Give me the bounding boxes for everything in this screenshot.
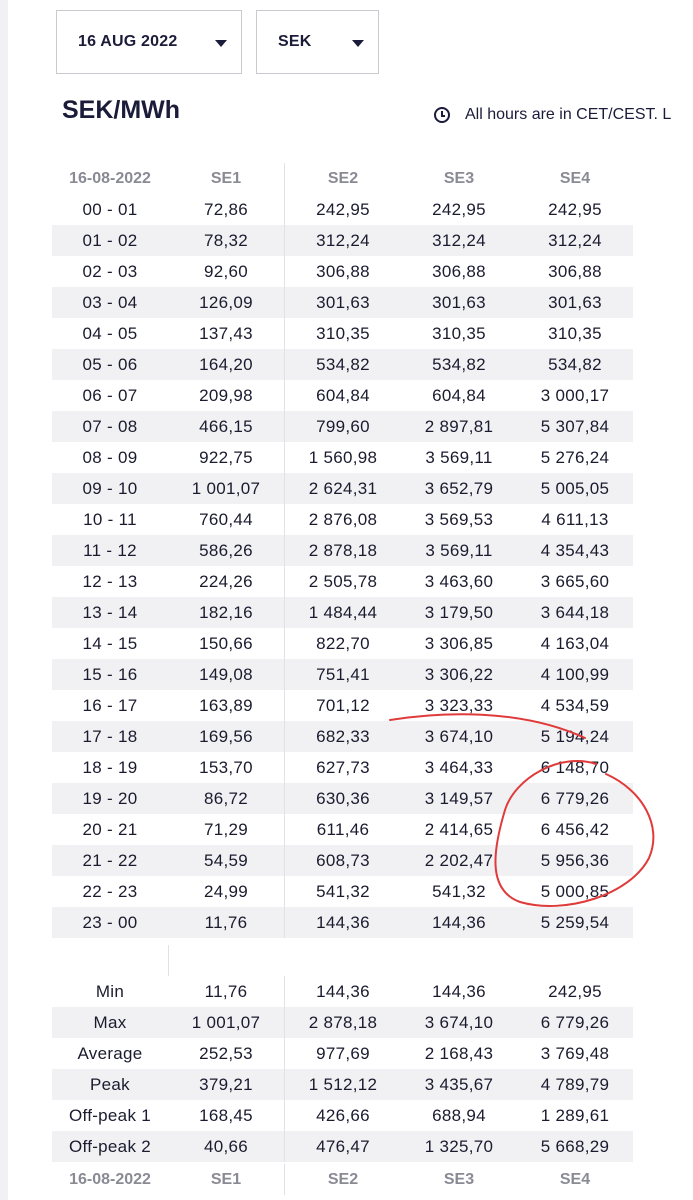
price-cell: 611,46: [316, 819, 370, 839]
price-cell: 78,32: [168, 225, 285, 256]
price-cell: 1 289,61: [540, 1105, 610, 1125]
price-cell: 126,09: [168, 287, 285, 318]
price-cell: 242,95: [432, 199, 486, 219]
price-cell: 1 001,07: [168, 473, 285, 504]
price-cell: 149,08: [168, 659, 285, 690]
row-label: 00 - 01: [82, 199, 138, 219]
price-cell: 604,84: [316, 385, 370, 405]
price-cell: 4 789,79: [517, 1069, 633, 1100]
date-dropdown[interactable]: [56, 10, 242, 74]
row-label: Off-peak 1: [68, 1105, 152, 1125]
price-cell: 426,66: [316, 1105, 370, 1125]
timezone-note-text: All hours are in CET/CEST. L: [465, 106, 672, 123]
price-cell: 144,36: [316, 981, 370, 1001]
price-cell: 3 652,79: [401, 473, 517, 504]
price-cell: 3 665,60: [540, 571, 610, 591]
row-label: 16 - 17: [82, 695, 138, 715]
price-cell: 301,63: [401, 287, 517, 318]
row-label: Average: [77, 1043, 143, 1063]
summary-row: [52, 1038, 633, 1069]
row-label: 19 - 20: [52, 783, 168, 814]
price-cell: 312,24: [401, 225, 517, 256]
price-cell: 701,12: [316, 695, 370, 715]
price-cell: 3 464,33: [424, 757, 494, 777]
price-cell: 5 194,24: [517, 721, 633, 752]
summary-row: [52, 976, 633, 1007]
price-cell: 3 674,10: [401, 721, 517, 752]
price-cell: 977,69: [316, 1043, 370, 1063]
row-label: Min: [95, 981, 125, 1001]
price-cell: 799,60: [285, 411, 402, 442]
price-cell: 163,89: [168, 690, 285, 721]
footer-header-se2: SE2: [327, 1170, 359, 1188]
price-cell: 822,70: [316, 633, 370, 653]
table-row: [52, 628, 633, 659]
row-label: 05 - 06: [52, 349, 168, 380]
price-cell: 688,94: [432, 1105, 486, 1125]
price-cell: 3 306,85: [424, 633, 494, 653]
table-row: [52, 287, 633, 318]
table-row: [52, 597, 633, 628]
row-label: 18 - 19: [82, 757, 138, 777]
price-cell: 2 414,65: [424, 819, 494, 839]
table-row: [52, 721, 633, 752]
row-label: 13 - 14: [52, 597, 168, 628]
row-label: 07 - 08: [52, 411, 168, 442]
price-cell: 4 354,43: [517, 535, 633, 566]
price-cell: 310,35: [432, 323, 486, 343]
summary-row: [52, 1069, 633, 1100]
price-cell: 24,99: [168, 876, 285, 907]
row-label: 01 - 02: [52, 225, 168, 256]
table-row: [52, 907, 633, 938]
price-cell: 534,82: [285, 349, 402, 380]
price-cell: 242,95: [548, 981, 602, 1001]
column-divider: [168, 945, 169, 976]
table-row: [52, 690, 633, 721]
price-cell: 3 149,57: [401, 783, 517, 814]
row-label: 12 - 13: [82, 571, 138, 591]
price-cell: 627,73: [316, 757, 370, 777]
price-cell: 586,26: [168, 535, 285, 566]
currency-dropdown[interactable]: [256, 10, 379, 74]
currency-dropdown-value: SEK: [278, 33, 312, 50]
header-se1: SE1: [168, 163, 285, 194]
price-cell: 224,26: [168, 566, 285, 597]
price-cell: 71,29: [168, 814, 285, 845]
price-cell: 1 484,44: [285, 597, 402, 628]
price-cell: 2 876,08: [308, 509, 378, 529]
price-cell: 86,72: [168, 783, 285, 814]
price-cell: 312,24: [285, 225, 402, 256]
date-dropdown-value: 16 AUG 2022: [78, 33, 178, 50]
table-row: [52, 194, 633, 225]
table-row: [52, 349, 633, 380]
price-cell: 144,36: [432, 981, 486, 1001]
footer-header-se1: SE1: [168, 1164, 285, 1195]
price-cell: 541,32: [316, 881, 370, 901]
price-cell: 5 668,29: [517, 1131, 633, 1162]
row-label: 14 - 15: [82, 633, 138, 653]
price-cell: 301,63: [517, 287, 633, 318]
price-cell: 4 611,13: [541, 509, 609, 529]
price-cell: 5 276,24: [540, 447, 610, 467]
price-cell: 144,36: [285, 907, 402, 938]
table-row: [52, 814, 633, 845]
table-row: [52, 845, 633, 876]
price-cell: 1 325,70: [401, 1131, 517, 1162]
price-cell: 4 100,99: [517, 659, 633, 690]
header-se2: SE2: [327, 169, 359, 187]
table-row: [52, 380, 633, 411]
price-cell: 2 897,81: [401, 411, 517, 442]
price-cell: 476,47: [285, 1131, 402, 1162]
table-row: [52, 535, 633, 566]
price-cell: 3 306,22: [401, 659, 517, 690]
price-cell: 168,45: [168, 1100, 285, 1131]
price-cell: 164,20: [168, 349, 285, 380]
footer-header-se4: SE4: [559, 1170, 591, 1188]
price-cell: 169,56: [168, 721, 285, 752]
row-label: Off-peak 2: [52, 1131, 168, 1162]
row-label: Peak: [52, 1069, 168, 1100]
row-label: 08 - 09: [82, 447, 138, 467]
price-cell: 150,66: [168, 628, 285, 659]
table-row: [52, 318, 633, 349]
row-label: 04 - 05: [82, 323, 138, 343]
row-label: 21 - 22: [52, 845, 168, 876]
price-cell: 3 769,48: [540, 1043, 610, 1063]
price-cell: 11,76: [168, 976, 285, 1007]
price-cell: 5 956,36: [517, 845, 633, 876]
price-cell: 1 001,07: [168, 1007, 285, 1038]
price-cell: 182,16: [168, 597, 285, 628]
row-label: 02 - 03: [82, 261, 138, 281]
price-cell: 5 307,84: [517, 411, 633, 442]
summary-row: [52, 1131, 633, 1162]
price-cell: 3 644,18: [517, 597, 633, 628]
price-cell: 310,35: [316, 323, 370, 343]
unit-title: SEK/MWh: [62, 96, 181, 124]
price-cell: 2 624,31: [285, 473, 402, 504]
price-cell: 242,95: [316, 199, 370, 219]
price-cell: 242,95: [548, 199, 602, 219]
price-cell: 144,36: [401, 907, 517, 938]
price-cell: 2 505,78: [308, 571, 378, 591]
row-label: 03 - 04: [52, 287, 168, 318]
table-row: [52, 783, 633, 814]
row-label: 17 - 18: [52, 721, 168, 752]
price-cell: 3 179,50: [401, 597, 517, 628]
table-row: [52, 659, 633, 690]
price-cell: 2 168,43: [424, 1043, 494, 1063]
price-cell: 1 512,12: [285, 1069, 402, 1100]
price-cell: 608,73: [285, 845, 402, 876]
price-cell: 682,33: [285, 721, 402, 752]
caret-down-icon: [352, 40, 364, 47]
price-cell: 760,44: [168, 504, 285, 535]
table-row: [52, 752, 633, 783]
footer-header-se3: SE3: [443, 1170, 475, 1188]
price-cell: 312,24: [517, 225, 633, 256]
price-cell: 604,84: [432, 385, 486, 405]
table-row: [52, 566, 633, 597]
price-cell: 3 569,11: [425, 447, 493, 467]
price-cell: 301,63: [285, 287, 402, 318]
price-cell: 3 569,53: [424, 509, 494, 529]
price-cell: 3 463,60: [424, 571, 494, 591]
table-row: [52, 256, 633, 287]
timezone-note: [434, 106, 671, 124]
price-cell: 541,32: [432, 881, 486, 901]
price-cell: 40,66: [168, 1131, 285, 1162]
price-cell: 4 163,04: [540, 633, 610, 653]
table-footer-header-row: [52, 1164, 633, 1195]
price-cell: 466,15: [168, 411, 285, 442]
price-cell: 3 000,17: [540, 385, 610, 405]
row-label: 11 - 12: [52, 535, 168, 566]
price-cell: 306,88: [316, 261, 370, 281]
price-cell: 3 323,33: [424, 695, 494, 715]
price-cell: 252,53: [168, 1038, 285, 1069]
price-cell: 5 259,54: [517, 907, 633, 938]
price-cell: 306,88: [548, 261, 602, 281]
price-cell: 6 456,42: [540, 819, 610, 839]
price-cell: 751,41: [285, 659, 402, 690]
price-cell: 3 569,11: [401, 535, 517, 566]
price-cell: 6 779,26: [517, 1007, 633, 1038]
caret-down-icon: [215, 40, 227, 47]
price-cell: 310,35: [548, 323, 602, 343]
header-date: 16-08-2022: [69, 169, 151, 187]
price-cell: 137,43: [168, 318, 285, 349]
price-cell: 6 779,26: [517, 783, 633, 814]
price-cell: 630,36: [285, 783, 402, 814]
table-row: [52, 504, 633, 535]
price-cell: 54,59: [168, 845, 285, 876]
price-cell: 3 674,10: [401, 1007, 517, 1038]
price-cell: 306,88: [432, 261, 486, 281]
price-cell: 4 534,59: [540, 695, 610, 715]
summary-row: [52, 1100, 633, 1131]
left-edge-panel: [0, 0, 8, 1200]
price-cell: 5 000,85: [540, 881, 610, 901]
price-cell: 153,70: [168, 752, 285, 783]
footer-header-table: [52, 1164, 633, 1195]
price-cell: 2 202,47: [401, 845, 517, 876]
row-label: 09 - 10: [52, 473, 168, 504]
table-row: [52, 473, 633, 504]
price-cell: 1 560,98: [308, 447, 378, 467]
price-cell: 534,82: [517, 349, 633, 380]
row-label: Max: [52, 1007, 168, 1038]
summary-row: [52, 1007, 633, 1038]
price-cell: 5 005,05: [517, 473, 633, 504]
price-cell: 209,98: [168, 380, 285, 411]
price-cell: 72,86: [168, 194, 285, 225]
price-cell: 3 435,67: [401, 1069, 517, 1100]
row-label: 22 - 23: [82, 881, 138, 901]
row-label: 10 - 11: [83, 509, 137, 529]
table-row: [52, 225, 633, 256]
price-cell: 379,21: [168, 1069, 285, 1100]
row-label: 15 - 16: [52, 659, 168, 690]
table-row: [52, 876, 633, 907]
price-cell: 922,75: [168, 442, 285, 473]
row-label: 20 - 21: [82, 819, 138, 839]
table-header-row: [52, 163, 633, 194]
price-cell: 6 148,70: [540, 757, 610, 777]
price-cell: 534,82: [401, 349, 517, 380]
hourly-price-table: [52, 163, 634, 938]
table-row: [52, 442, 633, 473]
header-se3: SE3: [443, 169, 475, 187]
clock-icon: [434, 107, 450, 123]
price-cell: 11,76: [168, 907, 285, 938]
row-label: 23 - 00: [52, 907, 168, 938]
header-se4: SE4: [559, 169, 591, 187]
table-row: [52, 411, 633, 442]
row-label: 06 - 07: [82, 385, 138, 405]
price-cell: 2 878,18: [285, 1007, 402, 1038]
price-cell: 92,60: [168, 256, 285, 287]
price-cell: 2 878,18: [285, 535, 402, 566]
summary-table: [52, 976, 634, 1162]
footer-header-date: 16-08-2022: [69, 1170, 151, 1188]
